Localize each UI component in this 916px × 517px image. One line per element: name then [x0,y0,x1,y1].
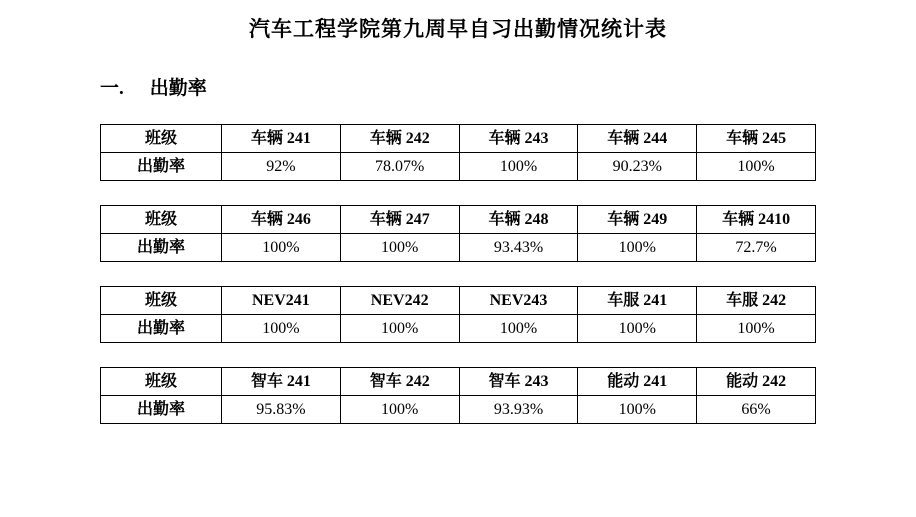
rate-cell: 78.07% [340,153,459,181]
rate-cell: 100% [340,315,459,343]
class-name-cell: 车辆 248 [459,206,578,234]
row-header-rate: 出勤率 [101,396,222,424]
table-row [101,153,816,181]
class-name-cell: 智车 241 [222,368,341,396]
table-row [101,396,816,424]
attendance-tables [0,124,916,424]
section-label: 出勤率 [149,78,207,99]
rate-cell: 100% [578,396,697,424]
class-name-cell: 车辆 249 [578,206,697,234]
rate-cell: 100% [697,153,816,181]
class-name-cell: 车辆 241 [222,125,341,153]
attendance-table-3 [100,286,816,343]
row-header-class: 班级 [101,287,222,315]
class-name-cell: 车辆 244 [578,125,697,153]
class-name-cell: NEV243 [459,287,578,315]
document-page [0,14,916,517]
class-name-cell: 车服 242 [697,287,816,315]
rate-cell: 90.23% [578,153,697,181]
row-header-rate: 出勤率 [101,315,222,343]
table-row [101,234,816,262]
class-name-cell: 能动 242 [697,368,816,396]
rate-cell: 100% [697,315,816,343]
section-number: 一. [100,78,124,99]
rate-cell: 100% [459,153,578,181]
class-name-cell: 车辆 246 [222,206,341,234]
row-header-class: 班级 [101,206,222,234]
class-name-cell: 能动 241 [578,368,697,396]
rate-cell: 93.43% [459,234,578,262]
rate-cell: 92% [222,153,341,181]
rate-cell: 100% [459,315,578,343]
attendance-table-1 [100,124,816,181]
class-name-cell: 智车 242 [340,368,459,396]
rate-cell: 72.7% [697,234,816,262]
class-name-cell: 车辆 247 [340,206,459,234]
class-name-cell: 车辆 2410 [697,206,816,234]
rate-cell: 93.93% [459,396,578,424]
table-row [101,315,816,343]
rate-cell: 95.83% [222,396,341,424]
attendance-table-2 [100,205,816,262]
row-header-rate: 出勤率 [101,153,222,181]
rate-cell: 100% [222,315,341,343]
page-title: 汽车工程学院第九周早自习出勤情况统计表 [249,17,667,41]
table-row [101,206,816,234]
row-header-rate: 出勤率 [101,234,222,262]
rate-cell: 66% [697,396,816,424]
rate-cell: 100% [222,234,341,262]
rate-cell: 100% [340,396,459,424]
table-row [101,368,816,396]
table-row [101,287,816,315]
row-header-class: 班级 [101,125,222,153]
class-name-cell: 智车 243 [459,368,578,396]
class-name-cell: NEV241 [222,287,341,315]
rate-cell: 100% [578,234,697,262]
class-name-cell: 车辆 245 [697,125,816,153]
class-name-cell: 车辆 243 [459,125,578,153]
section-heading [100,76,916,102]
class-name-cell: NEV242 [340,287,459,315]
row-header-class: 班级 [101,368,222,396]
class-name-cell: 车服 241 [578,287,697,315]
class-name-cell: 车辆 242 [340,125,459,153]
table-row [101,125,816,153]
rate-cell: 100% [578,315,697,343]
attendance-table-4 [100,367,816,424]
rate-cell: 100% [340,234,459,262]
